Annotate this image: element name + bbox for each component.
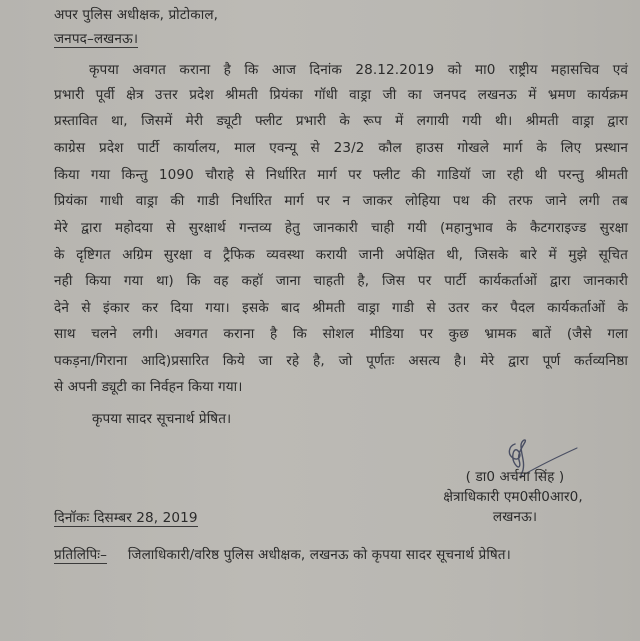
body-line-text: नही किया गया था) कि वह कहॉ जाना चाहती है, जिस पर पार्टी कार्यकर्ताओं द्वारा जानकारी <box>54 273 628 289</box>
copy-to-line <box>54 546 511 564</box>
signatory-name: ( डा0 अर्चना सिंह ) <box>465 469 565 485</box>
body-line-text: के दृष्टिगत अग्रिम सुरक्षा व ट्रैफिक व्यवस्था करायी जानी अपेक्षित थी, जिसके बारे में मुझे सूचित <box>54 247 628 263</box>
body-line-text: काग्रेस प्रदेश पार्टी कार्यालय, माल एवन्यू से 23/2 कौल हाउस गोखले मार्ग के लिए प्रस्थान <box>54 140 628 156</box>
body-line-text: प्रियंका गाधी वाड्रा की गाडी निर्धारित मार्ग पर न जाकर लोहिया पथ की तरफ जाने लगी तब <box>54 193 628 209</box>
body-line-text: से अपनी ड्यूटी का निर्वहन किया गया। <box>54 379 243 395</box>
copy-to-label: प्रतिलिपिः– <box>54 547 108 563</box>
body-line-1 <box>89 61 628 79</box>
body-line-7 <box>54 219 628 237</box>
body-line-text: मेरे द्वारा महोदया से सुरक्षार्थ गन्तव्य हेतु जानकारी चाही गयी (महानुभाव के कैटगराइज्ड सुरक्षा <box>54 220 628 236</box>
body-line-4 <box>54 139 628 157</box>
closing-line: कृपया सादर सूचनार्थ प्रेषित। <box>92 411 232 427</box>
body-line-6 <box>54 192 628 210</box>
body-line-text: किया गया किन्तु 1090 चौराहे से निर्धारित मार्ग पर फ्लीट की गाडियॉ जा रही थी परन्तु श्रीमती <box>54 167 628 183</box>
body-line-text: पकड़ना/गिराना आदि)प्रसारित किये जा रहे है, जो पूर्णतः असत्य है। मेरे द्वारा पूर्ण कर्तव्यनिष्ठा <box>54 353 628 369</box>
body-line-8 <box>54 246 628 264</box>
body-line-9 <box>54 272 628 290</box>
body-line-3 <box>54 112 628 130</box>
letter-date: दिनॉकः दिसम्बर 28, 2019 <box>54 510 198 526</box>
body-line-10 <box>54 299 628 317</box>
body-line-2 <box>54 86 628 104</box>
body-line-text: साथ चलने लगी। अवगत कराना है कि सोशल मीडिया पर कुछ भ्रामक बातें (जैसे गला <box>54 326 628 342</box>
body-line-text: प्रभारी पूर्वी क्षेत्र उत्तर प्रदेश श्रीमती प्रियंका गॉधी वाड्रा जी का जनपद लखनऊ में भ्रमण कार्यक्रम <box>54 87 628 103</box>
signatory-designation: क्षेत्राधिकारी एम0सी0आर0, <box>443 489 583 505</box>
body-line-text: देने से इंकार कर दिया गया। इसके बाद श्रीमती वाड्रा गाडी से उतर कर पैदल कार्यकर्ताओं के <box>54 300 628 316</box>
body-line-text: कृपया अवगत कराना है कि आज दिनांक 28.12.2019 को मा0 राष्ट्रीय महासचिव एवं <box>89 62 628 78</box>
addressee-district: जनपद–लखनऊ। <box>54 31 139 47</box>
body-line-13 <box>54 378 243 396</box>
body-line-11 <box>54 325 628 343</box>
addressee-line-1: अपर पुलिस अधीक्षक, प्रोटोकाल, <box>54 7 219 23</box>
body-line-text: प्रस्तावित था, जिसमें मेरी ड्यूटी फ्लीट प्रभारी के रूप में लगायी गयी थी। श्रीमती वाड्रा द्वारा <box>54 113 628 129</box>
signatory-place: लखनऊ। <box>492 509 538 525</box>
body-line-5 <box>54 166 628 184</box>
date-line <box>54 509 198 527</box>
addressee-line-2 <box>54 30 138 48</box>
body-line-12 <box>54 352 628 370</box>
copy-to-recipients: जिलाधिकारी/वरिष्ठ पुलिस अधीक्षक, लखनऊ को कृपया सादर सूचनार्थ प्रेषित। <box>127 547 511 563</box>
